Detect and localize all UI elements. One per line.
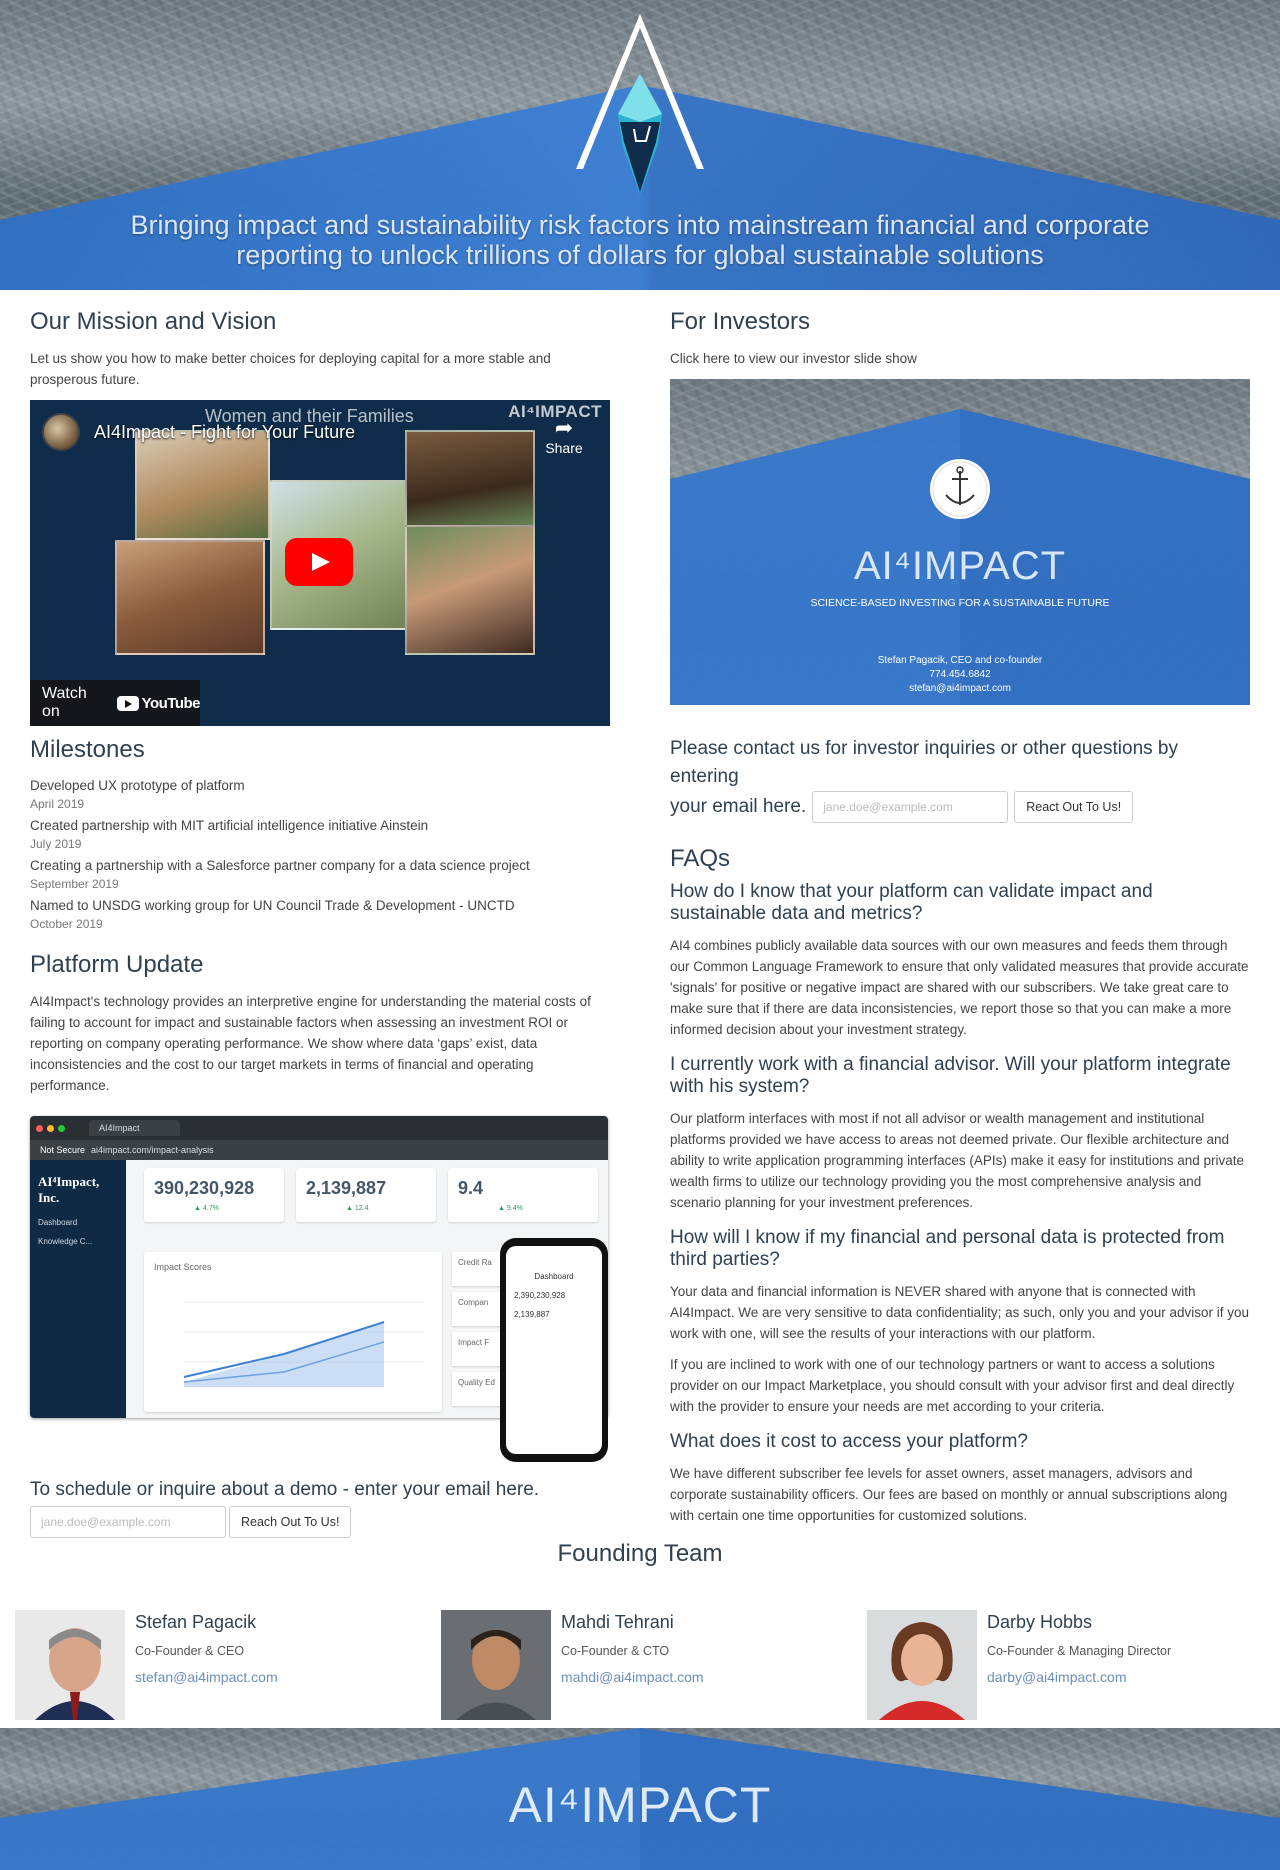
faq-item: [670, 1431, 1250, 1526]
faq-question: How do I know that your platform can validate impact and sustainable data and metrics?: [670, 881, 1153, 924]
kpi-card: [144, 1168, 284, 1222]
investor-email-input[interactable]: [812, 791, 1008, 823]
investor-contact-prompt-line1: Please contact us for investor inquiries or other questions by entering: [670, 738, 1178, 787]
browser-url-bar: [30, 1140, 608, 1160]
milestones-list: [30, 776, 610, 933]
founding-team-heading: Founding Team: [557, 1540, 723, 1567]
youtube-play-icon: [117, 696, 139, 711]
platform-text: AI4Impact's technology provides an interpretive engine for understanding the material costs of failing to account for impact and sustainable factors when assessing an investment ROI or reporting on company operating performance. We show where data ‘gaps’ exist, data inconsistencies and the cost to our target markets in terms of financial and operating performance.: [30, 994, 591, 1093]
impact-scores-card: [144, 1252, 442, 1412]
play-button[interactable]: [285, 538, 353, 586]
faq-list: [670, 881, 1250, 1526]
team-member-role: Co-Founder & CEO: [135, 1644, 245, 1658]
milestone-item: [30, 816, 610, 853]
footer-banner: [0, 1728, 1280, 1870]
side-card: Credit Ra: [452, 1252, 512, 1286]
investors-heading: For Investors: [670, 308, 811, 335]
kpi-card: [448, 1168, 598, 1222]
browser-url: ai4impact.com/impact-analysis: [91, 1145, 214, 1155]
side-card: Compan: [452, 1292, 512, 1326]
investor-submit-button[interactable]: React Out To Us!: [1014, 791, 1133, 823]
not-secure-label: Not Secure: [40, 1145, 86, 1155]
demo-prompt: To schedule or inquire about a demo - enter your email here.: [30, 1479, 540, 1500]
slide-wordmark: AI⁴IMPACT: [853, 544, 1067, 588]
team-member-role: Co-Founder & Managing Director: [987, 1644, 1172, 1658]
anchor-emblem-icon: [930, 459, 990, 519]
share-button[interactable]: [544, 416, 584, 456]
left-column: [30, 290, 610, 1538]
dashboard-mockup-image: [30, 1116, 608, 1416]
phone-screen: [506, 1246, 602, 1454]
slide-contact: [670, 654, 1250, 696]
phone-mockup: [500, 1238, 608, 1462]
demo-form: [30, 1506, 610, 1538]
kpi-card: [296, 1168, 436, 1222]
team-member-email-link[interactable]: mahdi@ai4impact.com: [561, 1669, 704, 1685]
share-label: Share: [545, 440, 583, 456]
youtube-logo: [117, 695, 200, 712]
faq-answer: Our platform interfaces with most if not all advisor or wealth management and institutional platforms provided we have access to areas not deemed private. Our flexible architecture and ability to write application programming interfaces (APIs) make it easy for institutions and private wealth firms to utilize our technology providing you the most comprehensive analysis and scenario planning for your investment preferences.: [670, 1111, 1245, 1210]
milestone-date: October 2019: [30, 917, 103, 931]
team-member-card: [441, 1610, 841, 1720]
faq-answer: Your data and financial information is NEVER shared with anyone that is connected with AI4Impact. We are very sensitive to data confidentiality; as such, only you and your advisor if you work with one, will see the results of your interactions with our platform.: [670, 1284, 1250, 1341]
kpi-delta: ▲ 9.4%: [498, 1205, 523, 1212]
milestone-date: April 2019: [30, 797, 85, 811]
team-member-card: [15, 1610, 415, 1720]
milestone-item: [30, 896, 610, 933]
ai4impact-logo: [576, 14, 704, 194]
watch-on-label: Watch on: [42, 685, 87, 720]
investor-contact-prompt-line2: your email here.: [670, 796, 807, 817]
milestone-title: Developed UX prototype of platform: [30, 778, 245, 793]
video-title[interactable]: AI4Impact - Fight for Your Future: [94, 421, 356, 442]
investor-slideshow-thumbnail[interactable]: [670, 379, 1250, 705]
team-member-photo: [441, 1610, 551, 1720]
kpi-delta: ▲ 4.7%: [194, 1205, 219, 1212]
dashboard-sidebar: [30, 1160, 126, 1418]
slide-contact-email: stefan@ai4impact.com: [909, 683, 1011, 694]
browser-chrome: [30, 1116, 608, 1140]
team-member-photo: [867, 1610, 977, 1720]
phone-value: 2,390,230,928: [514, 1291, 566, 1300]
slide-tagline: SCIENCE-BASED INVESTING FOR A SUSTAINABLE FUTURE: [810, 597, 1110, 609]
investor-slideshow-link[interactable]: Click here to view our investor slide show: [670, 351, 917, 366]
faq-question: I currently work with a financial advisor. Will your platform integrate with his system?: [670, 1054, 1231, 1097]
channel-avatar[interactable]: [42, 413, 80, 451]
kpi-value: 9.4: [458, 1178, 484, 1198]
dashboard-nav-item: Knowledge C...: [38, 1237, 93, 1246]
team-member-name: Stefan Pagacik: [135, 1612, 257, 1632]
dashboard-brand: AI⁴Impact, Inc.: [38, 1174, 100, 1205]
team-member-email-link[interactable]: darby@ai4impact.com: [987, 1669, 1127, 1685]
hero-banner: [0, 0, 1280, 290]
video-overlay-text: Women and their Families: [205, 406, 414, 426]
photo-tile: [115, 540, 265, 655]
youtube-wordmark: YouTube: [141, 694, 200, 712]
milestone-item: [30, 776, 610, 813]
right-column: [670, 290, 1250, 1536]
kpi-delta: ▲ 12.4: [346, 1205, 369, 1212]
demo-submit-button[interactable]: Reach Out To Us!: [229, 1506, 351, 1538]
browser-tab: AI4Impact: [89, 1120, 180, 1136]
slide-contact-phone: 774.454.6842: [929, 669, 991, 680]
share-icon: ➦: [554, 415, 574, 440]
team-member-email-link[interactable]: stefan@ai4impact.com: [135, 1669, 278, 1685]
video-title-bar: [42, 412, 598, 452]
faq-item: [670, 881, 1250, 1040]
demo-email-input[interactable]: [30, 1506, 226, 1538]
faq-question: How will I know if my financial and personal data is protected from third parties?: [670, 1227, 1225, 1270]
side-card: Quality Ed: [452, 1372, 512, 1406]
milestone-date: September 2019: [30, 877, 119, 891]
slide-contact-name: Stefan Pagacik, CEO and co-founder: [877, 655, 1043, 666]
kpi-value: 2,139,887: [306, 1178, 387, 1198]
kpi-value: 390,230,928: [154, 1178, 255, 1198]
hero-tagline: [90, 210, 1190, 270]
dashboard-nav-item: Dashboard: [38, 1218, 78, 1227]
faq-item: [670, 1227, 1250, 1417]
phone-dashboard-title: Dashboard: [534, 1272, 574, 1281]
mission-heading: Our Mission and Vision: [30, 308, 277, 335]
mission-text: Let us show you how to make better choices for deploying capital for a more stable and prosperous future.: [30, 351, 551, 387]
hero-tagline-line1: Bringing impact and sustainability risk factors into mainstream financial and corporate: [130, 210, 1150, 240]
platform-heading: Platform Update: [30, 951, 204, 978]
impact-scores-title: Impact Scores: [154, 1262, 212, 1272]
investor-contact-prompt: [670, 735, 1250, 823]
photo-tile: [405, 525, 535, 655]
faq-answer: AI4 combines publicly available data sources with our own measures and feeds them through our Common Language Framework to ensure that only validated measures that provide accurate 'signals' for positive or negative impact are shared with our subscribers. We take great care to make sure that if there are data inconsistencies, we report those so that you can make a more informed decision about your investment strategy.: [670, 938, 1249, 1037]
faq-question: What does it cost to access your platform?: [670, 1431, 1028, 1452]
phone-value: 2,139,887: [514, 1310, 550, 1319]
team-member-name: Darby Hobbs: [987, 1612, 1093, 1632]
team-member-role: Co-Founder & CTO: [561, 1644, 670, 1658]
impact-scores-chart: [144, 1282, 442, 1402]
youtube-video-embed[interactable]: [30, 400, 610, 726]
video-brand: AI⁴IMPACT: [508, 402, 602, 421]
milestone-item: [30, 856, 610, 893]
faq-item: [670, 1054, 1250, 1213]
footer-wordmark: AI⁴IMPACT: [508, 1777, 772, 1833]
faq-answer: If you are inclined to work with one of our technology partners or want to access a solutions provider on our Impact Marketplace, you should consult with your advisor first and deal directly with the provider to ensure your needs are met according to your criteria.: [670, 1357, 1235, 1414]
milestone-date: July 2019: [30, 837, 82, 851]
milestone-title: Named to UNSDG working group for UN Council Trade & Development - UNCTD: [30, 898, 515, 913]
faq-answer: We have different subscriber fee levels for asset owners, asset managers, advisors and corporate sustainability officers. Our fees are based on monthly or annual subscriptions along with certain one time opportunities for customized solutions.: [670, 1466, 1228, 1523]
faqs-heading: FAQs: [670, 845, 731, 872]
milestone-title: Creating a partnership with a Salesforce partner company for a data science project: [30, 858, 530, 873]
team-member-name: Mahdi Tehrani: [561, 1612, 674, 1632]
team-member-photo: [15, 1610, 125, 1720]
milestone-title: Created partnership with MIT artificial intelligence initiative Ainstein: [30, 818, 429, 833]
side-card: Impact F: [452, 1332, 512, 1366]
hero-tagline-line2: reporting to unlock trillions of dollars for global sustainable solutions: [236, 240, 1044, 270]
milestones-heading: Milestones: [30, 736, 145, 763]
team-member-card: [867, 1610, 1267, 1720]
watch-on-youtube-button[interactable]: [30, 680, 200, 726]
